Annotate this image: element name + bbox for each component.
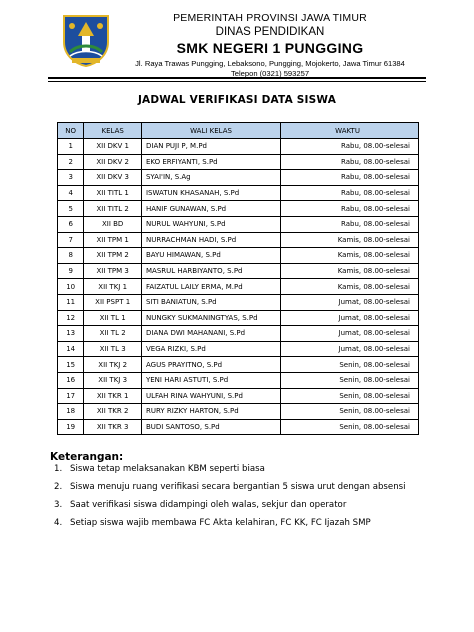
row-no: 2 (58, 154, 84, 170)
row-waktu: Rabu, 08.00-selesai (281, 185, 419, 201)
table-row (58, 248, 419, 264)
note-item (54, 460, 434, 478)
row-kelas: XII TPM 2 (84, 248, 142, 264)
province-crest-icon (58, 12, 114, 68)
note-number: 3. (54, 500, 63, 510)
row-no: 10 (58, 279, 84, 295)
header-wali-kelas: WALI KELAS (141, 123, 280, 139)
table-row (58, 341, 419, 357)
row-waktu: Jumat, 08.00-selesai (281, 341, 419, 357)
row-kelas: XII TITL 1 (84, 185, 142, 201)
note-number: 1. (54, 464, 63, 474)
row-wali-kelas: AGUS PRAYITNO, S.Pd (141, 357, 280, 373)
row-wali-kelas: EKO ERFIYANTI, S.Pd (141, 154, 280, 170)
table-header-row (58, 123, 419, 139)
row-kelas: XII PSPT 1 (84, 294, 142, 310)
row-kelas: XII TL 2 (84, 326, 142, 342)
row-waktu: Kamis, 08.00-selesai (281, 279, 419, 295)
row-waktu: Jumat, 08.00-selesai (281, 310, 419, 326)
note-item (54, 478, 434, 496)
row-kelas: XII DKV 3 (84, 170, 142, 186)
table-row (58, 419, 419, 435)
row-kelas: XII TPM 3 (84, 263, 142, 279)
row-kelas: XII BD (84, 216, 142, 232)
row-kelas: XII TKR 3 (84, 419, 142, 435)
header-kelas: KELAS (84, 123, 142, 139)
row-wali-kelas: YENI HARI ASTUTI, S.Pd (141, 372, 280, 388)
notes-title: Keterangan: (50, 451, 124, 463)
table-row (58, 372, 419, 388)
row-no: 12 (58, 310, 84, 326)
row-kelas: XII DKV 2 (84, 154, 142, 170)
row-no: 4 (58, 185, 84, 201)
school-name: SMK NEGERI 1 PUNGGING (176, 40, 364, 56)
table-row (58, 279, 419, 295)
row-waktu: Kamis, 08.00-selesai (281, 248, 419, 264)
table-row (58, 357, 419, 373)
row-waktu: Rabu, 08.00-selesai (281, 139, 419, 155)
row-waktu: Senin, 08.00-selesai (281, 388, 419, 404)
row-no: 14 (58, 341, 84, 357)
note-item (54, 514, 434, 532)
row-kelas: XII TL 1 (84, 310, 142, 326)
row-waktu: Rabu, 08.00-selesai (281, 216, 419, 232)
row-wali-kelas: HANIF GUNAWAN, S.Pd (141, 201, 280, 217)
row-no: 13 (58, 326, 84, 342)
row-waktu: Kamis, 08.00-selesai (281, 232, 419, 248)
table-row (58, 139, 419, 155)
table-row (58, 310, 419, 326)
row-waktu: Senin, 08.00-selesai (281, 372, 419, 388)
row-waktu: Rabu, 08.00-selesai (281, 201, 419, 217)
row-waktu: Jumat, 08.00-selesai (281, 326, 419, 342)
row-wali-kelas: SITI BANIATUN, S.Pd (141, 294, 280, 310)
row-wali-kelas: NURRACHMAN HADI, S.Pd (141, 232, 280, 248)
government-name: PEMERINTAH PROVINSI JAWA TIMUR (173, 12, 367, 24)
row-wali-kelas: VEGA RIZKI, S.Pd (141, 341, 280, 357)
note-text: Siswa tetap melaksanakan KBM seperti biasa (70, 464, 265, 474)
school-address: Jl. Raya Trawas Pungging, Lebaksono, Pungging, Mojokerto, Jawa Timur 61384 (135, 59, 405, 68)
row-kelas: XII TPM 1 (84, 232, 142, 248)
table-row (58, 263, 419, 279)
row-no: 18 (58, 404, 84, 420)
row-no: 9 (58, 263, 84, 279)
table-row (58, 154, 419, 170)
row-wali-kelas: RURY RIZKY HARTON, S.Pd (141, 404, 280, 420)
row-wali-kelas: NURUL WAHYUNI, S.Pd (141, 216, 280, 232)
row-wali-kelas: SYAI'IN, S.Ag (141, 170, 280, 186)
row-wali-kelas: DIAN PUJI P, M.Pd (141, 139, 280, 155)
table-row (58, 201, 419, 217)
row-no: 6 (58, 216, 84, 232)
row-wali-kelas: ULFAH RINA WAHYUNI, S.Pd (141, 388, 280, 404)
note-text: Siswa menuju ruang verifikasi secara bergantian 5 siswa urut dengan absensi (70, 482, 406, 492)
table-row (58, 185, 419, 201)
letterhead (120, 12, 420, 79)
row-waktu: Rabu, 08.00-selesai (281, 170, 419, 186)
row-waktu: Rabu, 08.00-selesai (281, 154, 419, 170)
row-wali-kelas: NUNGKY SUKMANINGTYAS, S.Pd (141, 310, 280, 326)
note-text: Saat verifikasi siswa didampingi oleh walas, sekjur dan operator (70, 500, 347, 510)
row-wali-kelas: BAYU HIMAWAN, S.Pd (141, 248, 280, 264)
row-kelas: XII TL 3 (84, 341, 142, 357)
row-no: 15 (58, 357, 84, 373)
header-no: NO (58, 123, 84, 139)
row-no: 7 (58, 232, 84, 248)
row-wali-kelas: BUDI SANTOSO, S.Pd (141, 419, 280, 435)
note-number: 2. (54, 482, 63, 492)
row-no: 16 (58, 372, 84, 388)
row-waktu: Senin, 08.00-selesai (281, 419, 419, 435)
table-row (58, 232, 419, 248)
row-wali-kelas: ISWATUN KHASANAH, S.Pd (141, 185, 280, 201)
row-no: 8 (58, 248, 84, 264)
table-row (58, 388, 419, 404)
note-text: Setiap siswa wajib membawa FC Akta kelahiran, FC KK, FC Ijazah SMP (70, 518, 371, 528)
row-kelas: XII TKR 2 (84, 404, 142, 420)
row-no: 5 (58, 201, 84, 217)
row-waktu: Senin, 08.00-selesai (281, 357, 419, 373)
row-kelas: XII TITL 2 (84, 201, 142, 217)
document-title: JADWAL VERIFIKASI DATA SISWA (137, 94, 337, 106)
row-waktu: Kamis, 08.00-selesai (281, 263, 419, 279)
notes-list (54, 460, 434, 532)
note-number: 4. (54, 518, 63, 528)
row-kelas: XII TKJ 2 (84, 357, 142, 373)
row-wali-kelas: MASRUL HARBIYANTO, S.Pd (141, 263, 280, 279)
table-row (58, 216, 419, 232)
row-wali-kelas: DIANA DWI MAHANANI, S.Pd (141, 326, 280, 342)
row-wali-kelas: FAIZATUL LAILY ERMA, M.Pd (141, 279, 280, 295)
row-kelas: XII DKV 1 (84, 139, 142, 155)
school-phone: Telepon (0321) 593257 (230, 69, 310, 78)
row-no: 1 (58, 139, 84, 155)
row-no: 11 (58, 294, 84, 310)
table-row (58, 170, 419, 186)
row-no: 19 (58, 419, 84, 435)
table-row (58, 326, 419, 342)
row-waktu: Senin, 08.00-selesai (281, 404, 419, 420)
schedule-table (57, 122, 419, 435)
row-waktu: Jumat, 08.00-selesai (281, 294, 419, 310)
table-row (58, 294, 419, 310)
department-name: DINAS PENDIDIKAN (215, 26, 325, 38)
table-row (58, 404, 419, 420)
letterhead-rule-thick (48, 77, 426, 79)
row-kelas: XII TKJ 3 (84, 372, 142, 388)
row-no: 3 (58, 170, 84, 186)
header-waktu: WAKTU (281, 123, 419, 139)
row-kelas: XII TKJ 1 (84, 279, 142, 295)
letterhead-rule-thin (48, 81, 426, 82)
row-no: 17 (58, 388, 84, 404)
note-item (54, 496, 434, 514)
row-kelas: XII TKR 1 (84, 388, 142, 404)
